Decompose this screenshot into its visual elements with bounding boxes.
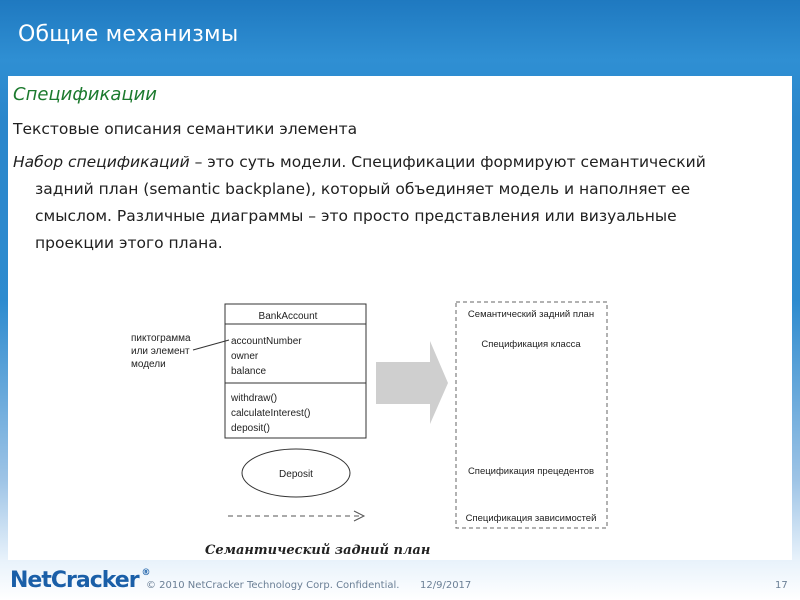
class-attribute: balance (231, 366, 267, 377)
para-emphasis: Набор спецификаций (13, 153, 190, 171)
note-line: или элемент (131, 346, 190, 357)
netcracker-logo (10, 568, 151, 593)
class-operation: withdraw() (231, 393, 278, 404)
para-body: – это суть модели. Спецификации формируют семантический задний план (semantic backplane), который объединяет модель и наполняет ее смыслом. Различные диаграммы – это просто представления или визуальные проекции этого плана. (35, 153, 706, 252)
note-line: пиктограмма (131, 333, 191, 344)
backplane-class-spec: Спецификация класса (481, 339, 581, 350)
logo-text: NetCracker (10, 568, 139, 593)
class-attribute: accountNumber (231, 336, 302, 347)
class-attribute: owner (231, 351, 259, 362)
section-subtitle: Спецификации (13, 84, 157, 105)
footer-date: 12/9/2017 (420, 580, 472, 591)
backplane-title: Семантический задний план (467, 309, 595, 320)
note-leader-line (193, 340, 229, 350)
class-operation: calculateInterest() (231, 408, 311, 419)
backplane-dependency-spec: Спецификация зависимостей (465, 513, 597, 524)
class-operation: deposit() (231, 423, 270, 434)
diagram-caption: Семантический задний план (205, 543, 431, 558)
note-line: модели (131, 359, 166, 370)
use-case-label: Deposit (279, 469, 313, 480)
page-number: 17 (775, 580, 788, 591)
backplane-usecase-spec: Спецификация прецедентов (467, 466, 595, 477)
class-name: BankAccount (258, 311, 318, 322)
logo-registered-mark: ® (141, 568, 151, 578)
bullet-text-1: Текстовые описания семантики элемента (13, 120, 358, 138)
slide-title: Общие механизмы (18, 22, 239, 47)
footer-copyright: © 2010 NetCracker Technology Corp. Confidential. (146, 580, 400, 591)
backplane-box (456, 302, 607, 528)
projection-arrow (376, 341, 448, 424)
